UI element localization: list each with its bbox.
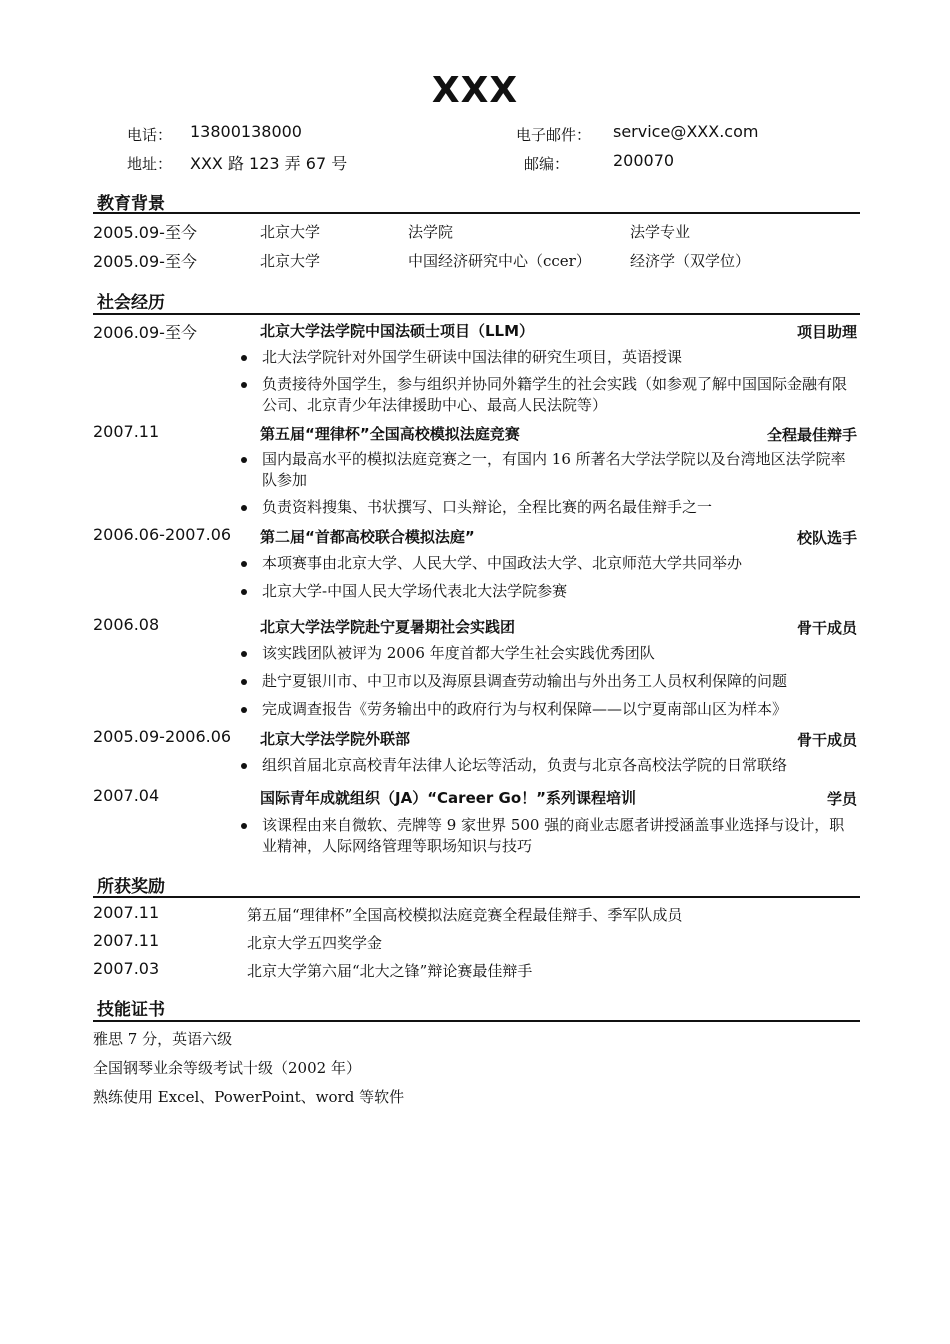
award-date: 2007.11 xyxy=(93,931,160,950)
edu-school: 北京大学 xyxy=(260,223,321,241)
exp-title: 北京大学法学院外联部 xyxy=(260,730,411,748)
section-title-education: 教育背景 xyxy=(97,194,165,214)
section-divider xyxy=(93,896,860,898)
award-text: 第五届“理律杯”全国高校模拟法庭竞赛全程最佳辩手、季军队成员 xyxy=(247,906,683,924)
exp-date: 2007.11 xyxy=(93,422,160,441)
phone-label: 电话： xyxy=(127,126,173,144)
exp-bullet: 国内最高水平的模拟法庭竞赛之一，有国内 16 所著名大学法学院以及台湾地区法学院率队参加 xyxy=(241,449,851,491)
candidate-name: XXX xyxy=(431,70,519,111)
exp-bullet: 完成调查报告《劳务输出中的政府行为与权利保障——以宁夏南部山区为样本》 xyxy=(241,699,851,720)
exp-bullet: 该实践团队被评为 2006 年度首都大学生社会实践优秀团队 xyxy=(241,643,851,664)
award-date: 2007.11 xyxy=(93,903,160,922)
award-text: 北京大学第六届“北大之锋”辩论赛最佳辩手 xyxy=(247,962,533,980)
zip-value: 200070 xyxy=(613,151,675,170)
exp-role: 全程最佳辩手 xyxy=(766,426,857,444)
exp-role: 骨干成员 xyxy=(796,619,857,637)
exp-date: 2005.09-2006.06 xyxy=(93,727,232,746)
email-value: service@XXX.com xyxy=(613,122,759,141)
exp-title: 国际青年成就组织（JA）“Career Go！”系列课程培训 xyxy=(260,789,637,807)
section-divider xyxy=(93,212,860,214)
skill-item: 全国钢琴业余等级考试十级（2002 年） xyxy=(93,1059,361,1077)
exp-role: 项目助理 xyxy=(796,323,857,341)
email-label: 电子邮件： xyxy=(516,126,592,144)
edu-date: 2005.09-至今 xyxy=(93,252,197,271)
exp-date: 2007.04 xyxy=(93,786,160,805)
exp-date: 2006.06-2007.06 xyxy=(93,525,232,544)
exp-title: 第二届“首都高校联合模拟法庭” xyxy=(260,528,475,546)
section-divider xyxy=(93,1020,860,1022)
exp-title: 第五届“理律杯”全国高校模拟法庭竞赛 xyxy=(260,425,520,443)
exp-role: 校队选手 xyxy=(796,529,857,547)
exp-bullet: 北大法学院针对外国学生研读中国法律的研究生项目，英语授课 xyxy=(241,347,851,368)
exp-role: 学员 xyxy=(826,790,857,808)
exp-title: 北京大学法学院中国法硕士项目（LLM） xyxy=(260,322,535,340)
zip-label: 邮编： xyxy=(524,155,570,173)
skill-item: 雅思 7 分，英语六级 xyxy=(93,1030,233,1048)
edu-dept: 中国经济研究中心（ccer） xyxy=(408,252,591,270)
edu-school: 北京大学 xyxy=(260,252,321,270)
exp-bullet: 组织首届北京高校青年法律人论坛等活动，负责与北京各高校法学院的日常联络 xyxy=(241,755,851,776)
exp-date: 2006.09-至今 xyxy=(93,323,197,342)
address-value: XXX 路 123 弄 67 号 xyxy=(190,154,348,173)
edu-dept: 法学院 xyxy=(408,223,454,241)
exp-bullet: 该课程由来自微软、壳牌等 9 家世界 500 强的商业志愿者讲授涵盖事业选择与设计，职业精神，人际网络管理等职场知识与技巧 xyxy=(241,815,851,857)
section-title-skills: 技能证书 xyxy=(97,1000,165,1020)
award-text: 北京大学五四奖学金 xyxy=(247,934,383,952)
section-title-experience: 社会经历 xyxy=(97,293,165,313)
address-label: 地址： xyxy=(127,155,173,173)
phone-value: 13800138000 xyxy=(190,122,302,141)
edu-date: 2005.09-至今 xyxy=(93,223,197,242)
edu-major: 法学专业 xyxy=(630,223,691,241)
award-date: 2007.03 xyxy=(93,959,160,978)
exp-role: 骨干成员 xyxy=(796,731,857,749)
exp-bullet: 赴宁夏银川市、中卫市以及海原县调查劳动输出与外出务工人员权利保障的问题 xyxy=(241,671,851,692)
edu-major: 经济学（双学位） xyxy=(630,252,751,270)
exp-date: 2006.08 xyxy=(93,615,160,634)
section-divider xyxy=(93,313,860,315)
exp-bullet: 负责接待外国学生，参与组织并协同外籍学生的社会实践（如参观了解中国国际金融有限公司、北京青少年法律援助中心、最高人民法院等） xyxy=(241,374,851,416)
exp-bullet: 北京大学-中国人民大学场代表北大法学院参赛 xyxy=(241,581,851,602)
exp-title: 北京大学法学院赴宁夏暑期社会实践团 xyxy=(260,618,516,636)
section-title-awards: 所获奖励 xyxy=(97,877,165,897)
exp-bullet: 本项赛事由北京大学、人民大学、中国政法大学、北京师范大学共同举办 xyxy=(241,553,851,574)
skill-item: 熟练使用 Excel、PowerPoint、word 等软件 xyxy=(93,1088,405,1106)
exp-bullet: 负责资料搜集、书状撰写、口头辩论，全程比赛的两名最佳辩手之一 xyxy=(241,497,851,518)
